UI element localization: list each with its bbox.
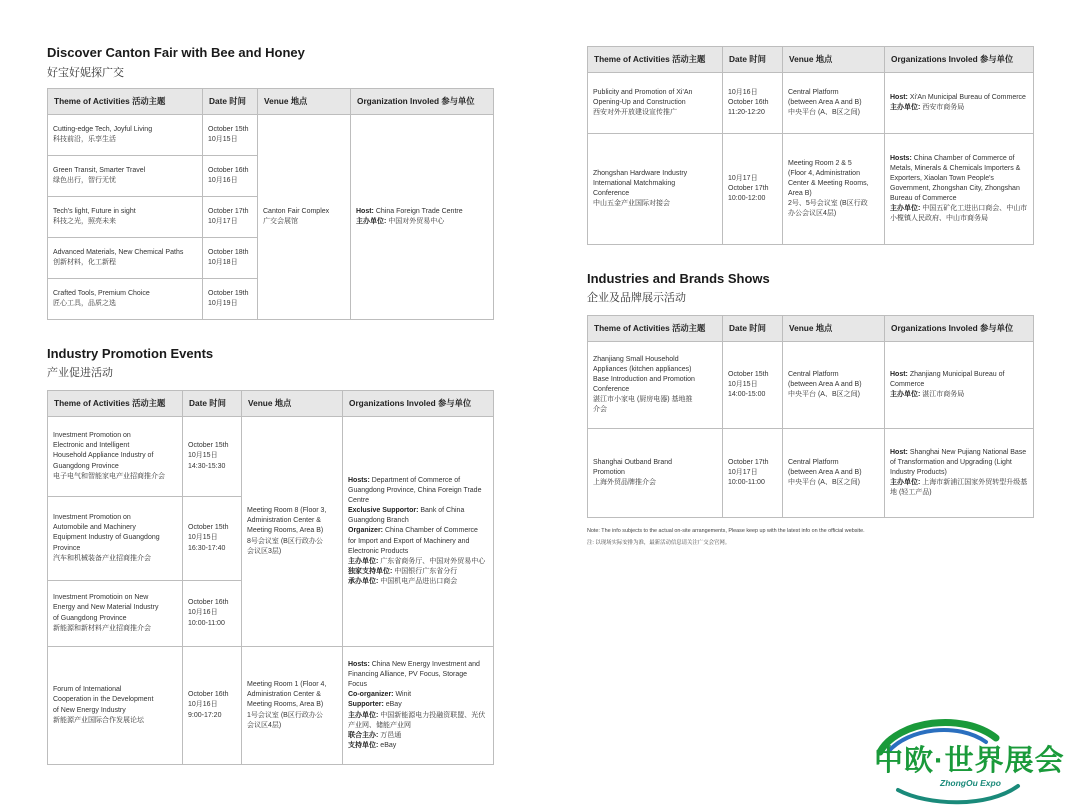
- venue-cell: Meeting Room 2 & 5 (Floor 4, Administration Center & Meeting Rooms, Area B) 2号、5号会议室 (B区行政 办公会议区4层): [783, 134, 885, 245]
- logo-subtext: ZhongOu Expo: [940, 778, 1001, 788]
- date-cell: October 16th 10月16日 9:00-17:20: [183, 647, 242, 765]
- theme-cell: Investment Promotioin on New Energy and New Material Industry of Guangdong Province 新能源和新材料产业招商推介会: [48, 581, 183, 647]
- table-row: [588, 429, 1034, 518]
- theme-cell: Investment Promotion on Electronic and Intelligent Household Appliance Industry of Guangdong Province 电子电气和智能家电产业招商推介会: [48, 417, 183, 497]
- venue-cell: Canton Fair Complex 广交会展馆: [258, 115, 351, 320]
- logo-text: 中欧·世界展会: [874, 745, 1065, 777]
- industry-subtitle: 产业促进活动: [47, 367, 113, 379]
- table-row: [588, 73, 1034, 134]
- brands-header-org: Organizations Involed 参与单位: [885, 316, 1034, 342]
- industry-header-row: [48, 391, 494, 417]
- theme-cell: Cutting-edge Tech, Joyful Living 科技前沿，乐享生活: [48, 115, 203, 156]
- date-cell: October 16th 10月16日: [203, 156, 258, 197]
- discover-table: [47, 88, 494, 320]
- venue-cell: Meeting Room 8 (Floor 3, Administration Center & Meeting Rooms, Area B) 8号会议室 (B区行政办公 会议区3层): [242, 417, 343, 647]
- date-cell: 10月16日 October 16th 11:20-12:20: [723, 73, 783, 134]
- discover-header-org: Organization Involed 参与单位: [351, 89, 494, 115]
- table-row: [48, 417, 494, 497]
- org-cell: Host: China Foreign Trade Centre 主办单位: 中国对外贸易中心: [351, 115, 494, 320]
- org-cell: Host: Shanghai New Pujiang National Base of Transformation and Upgrading (Light Industry Products) 主办单位: 上海市新浦江国家外贸转型升级基地 (轻工产品): [885, 429, 1034, 518]
- industry-header-org: Organizations Involed 参与单位: [343, 391, 494, 417]
- brands-header-theme: Theme of Activities 活动主题: [588, 316, 723, 342]
- brands-title: Industries and Brands Shows: [587, 271, 770, 286]
- date-cell: October 15th 10月15日: [203, 115, 258, 156]
- org-cell: Hosts: China Chamber of Commerce of Metals, Minerals & Chemicals Importers & Exporters, Xiaolan Town People's Government, Zhongshan City, Zhongshan Bureau of Commerce 主办单位: 中国五矿化工进出口商会、中山市小榄镇人民政府、中山市商务局: [885, 134, 1034, 245]
- date-cell: October 15th 10月15日 14:00-15:00: [723, 342, 783, 429]
- date-cell: October 17th 10月17日: [203, 197, 258, 238]
- brands-subtitle: 企业及品牌展示活动: [587, 292, 686, 304]
- date-cell: October 16th 10月16日 10:00-11:00: [183, 581, 242, 647]
- venue-cell: Meeting Room 1 (Floor 4, Administration Center & Meeting Rooms, Area B) 1号会议室 (B区行政办公 会议区4层): [242, 647, 343, 765]
- date-cell: October 19th 10月19日: [203, 279, 258, 320]
- theme-cell: Green Transit, Smarter Travel 绿色出行，智行无忧: [48, 156, 203, 197]
- theme-cell: Advanced Materials, New Chemical Paths 创新材料，化工新程: [48, 238, 203, 279]
- industry-header-theme: Theme of Activities 活动主题: [48, 391, 183, 417]
- zhongou-expo-logo: [868, 712, 1068, 807]
- theme-cell: Publicity and Promotion of Xi'An Opening-Up and Construction 西安对外开放建设宣传推广: [588, 73, 723, 134]
- brands-table: [587, 315, 1034, 518]
- org-cell: Hosts: China New Energy Investment and Financing Alliance, PV Focus, Storage Focus Co-organizer: Winit Supporter: eBay 主办单位: 中国新能源电力投融资联盟、光伏产业网、储能产业网 联合主办: 万邑通 支持单位: eBay: [343, 647, 494, 765]
- topright-header-org: Organizations Involed 参与单位: [885, 47, 1034, 73]
- theme-cell: Investment Promotion on Automobile and Machinery Equipment Industry of Guangdong Province 汽车和机械装备产业招商推介会: [48, 497, 183, 581]
- table-row: [48, 647, 494, 765]
- discover-header-theme: Theme of Activities 活动主题: [48, 89, 203, 115]
- brands-header-venue: Venue 地点: [783, 316, 885, 342]
- topright-header-venue: Venue 地点: [783, 47, 885, 73]
- table-row: [588, 134, 1034, 245]
- date-cell: October 15th 10月15日 14:30-15:30: [183, 417, 242, 497]
- industry-header-venue: Venue 地点: [242, 391, 343, 417]
- date-cell: 10月17日 October 17th 10:00-12:00: [723, 134, 783, 245]
- discover-header-venue: Venue 地点: [258, 89, 351, 115]
- theme-cell: Crafted Tools, Premium Choice 匠心工具，品质之选: [48, 279, 203, 320]
- industry-table: [47, 390, 494, 765]
- theme-cell: Forum of International Cooperation in the Development of New Energy Industry 新能源产业国际合作发展论坛: [48, 647, 183, 765]
- industry-header-date: Date 时间: [183, 391, 242, 417]
- table-row: [588, 342, 1034, 429]
- venue-cell: Central Platform (between Area A and B) 中央平台 (A、B区之间): [783, 342, 885, 429]
- theme-cell: Zhongshan Hardware Industry International Matchmaking Conference 中山五金产业国际对接会: [588, 134, 723, 245]
- org-cell: Host: Zhanjiang Municipal Bureau of Commerce 主办单位: 湛江市商务局: [885, 342, 1034, 429]
- industry-title: Industry Promotion Events: [47, 346, 214, 361]
- theme-cell: Tech's light, Future in sight 科技之光，照亮未来: [48, 197, 203, 238]
- table-row: [48, 115, 494, 156]
- discover-header-date: Date 时间: [203, 89, 258, 115]
- discover-header-row: [48, 89, 494, 115]
- theme-cell: Shanghai Outband Brand Promotion 上海外贸品牌推介会: [588, 429, 723, 518]
- topright-header-row: [588, 47, 1034, 73]
- topright-table: [587, 46, 1034, 245]
- topright-header-date: Date 时间: [723, 47, 783, 73]
- venue-cell: Central Platform (between Area A and B) 中央平台 (A、B区之间): [783, 429, 885, 518]
- venue-cell: Central Platform (between Area A and B) 中央平台 (A、B区之间): [783, 73, 885, 134]
- discover-title: Discover Canton Fair with Bee and Honey: [47, 45, 305, 60]
- date-cell: October 17th 10月17日 10:00-11:00: [723, 429, 783, 518]
- topright-header-theme: Theme of Activities 活动主题: [588, 47, 723, 73]
- date-cell: October 18th 10月18日: [203, 238, 258, 279]
- theme-cell: Zhanjiang Small Household Appliances (kitchen appliances) Base Introduction and Promotion Conference 湛江市小家电 (厨房电器) 基地推 介会: [588, 342, 723, 429]
- date-cell: October 15th 10月15日 16:30-17:40: [183, 497, 242, 581]
- brands-header-row: [588, 316, 1034, 342]
- org-cell: Hosts: Department of Commerce of Guangdong Province, China Foreign Trade Centre Exclusive Supportor: Bank of China Guangdong Branch Organizer: China Chamber of Commerce for Import and Export of Machinery and Electronic Products 主办单位: 广东省商务厅、中国对外贸易中心 独家支持单位: 中国银行广东省分行 承办单位: 中国机电产品进出口商会: [343, 417, 494, 647]
- discover-subtitle: 好宝好妮探广交: [47, 67, 124, 79]
- brands-header-date: Date 时间: [723, 316, 783, 342]
- note-en: Note: The info subjects to the actual on-site arrangements, Please keep up with the latest info on the official website.: [587, 528, 865, 534]
- org-cell: Host: Xi'An Municipal Bureau of Commerce 主办单位: 西安市商务局: [885, 73, 1034, 134]
- note-cn: 注: 以现场实际安排为准，最新活动信息请关注广交会官网。: [587, 540, 731, 546]
